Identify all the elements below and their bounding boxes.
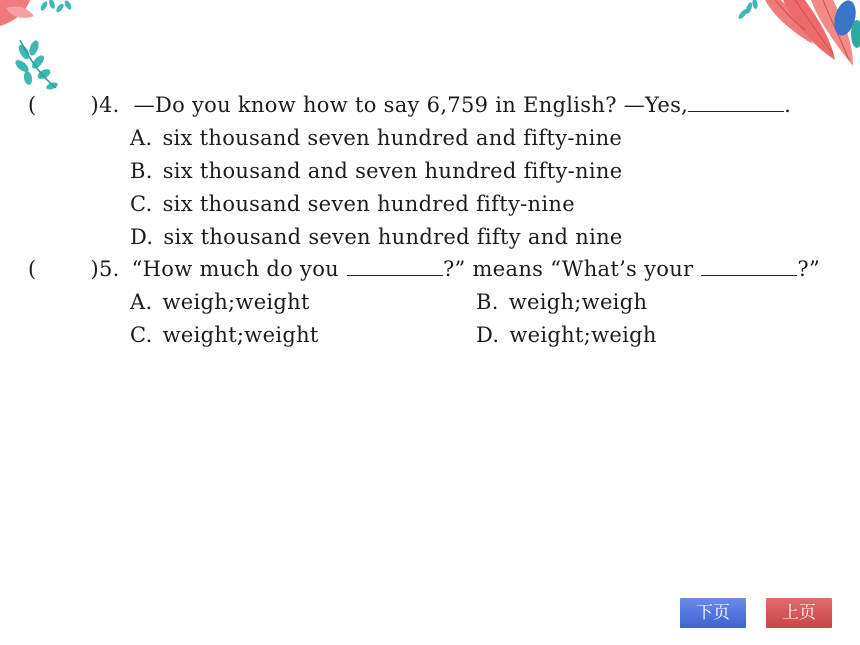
question-text-part1: “How much do you xyxy=(131,257,339,281)
option-letter: D. xyxy=(476,323,500,347)
option-text: six thousand seven hundred fifty-nine xyxy=(162,192,575,216)
option-letter: C. xyxy=(130,323,153,347)
option-text: weight;weight xyxy=(162,323,319,347)
option-b[interactable] xyxy=(130,156,622,186)
question-text-part2: . xyxy=(784,93,792,117)
option-text: six thousand and seven hundred fifty-nine xyxy=(162,159,623,183)
option-text: six thousand seven hundred fifty and nine xyxy=(163,225,623,249)
question-4-stem xyxy=(28,90,791,120)
question-number: 5. xyxy=(99,257,120,281)
question-text-part2: ?” means “What’s your xyxy=(442,257,694,281)
option-letter: A. xyxy=(130,126,153,150)
answer-paren-open: ( xyxy=(28,93,37,117)
question-5-stem xyxy=(28,254,820,284)
option-text: weigh;weigh xyxy=(508,290,648,314)
option-c[interactable] xyxy=(130,320,319,350)
previous-page-button[interactable]: 上页 xyxy=(766,598,832,628)
option-letter: D. xyxy=(130,225,154,249)
fill-in-blank-1[interactable] xyxy=(347,257,443,276)
option-b[interactable] xyxy=(476,287,647,317)
answer-paren-open: ( xyxy=(28,257,37,281)
option-letter: C. xyxy=(130,192,153,216)
option-text: weigh;weight xyxy=(162,290,310,314)
answer-paren-close: ) xyxy=(90,93,99,117)
fill-in-blank-2[interactable] xyxy=(701,257,797,276)
question-text-part1: —Do you know how to say 6,759 in English? —Yes, xyxy=(133,93,689,117)
option-c[interactable] xyxy=(130,189,575,219)
option-a[interactable] xyxy=(130,123,622,153)
floral-decoration-top-right xyxy=(735,0,860,70)
next-page-button[interactable]: 下页 xyxy=(680,598,746,628)
option-letter: B. xyxy=(476,290,499,314)
option-text: weight;weigh xyxy=(509,323,657,347)
question-text-part3: ?” xyxy=(797,257,820,281)
option-text: six thousand seven hundred and fifty-nine xyxy=(162,126,623,150)
option-letter: A. xyxy=(130,290,153,314)
option-d[interactable] xyxy=(130,222,623,252)
option-letter: B. xyxy=(130,159,153,183)
answer-paren-close: ) xyxy=(90,257,99,281)
question-number: 4. xyxy=(99,93,120,117)
fill-in-blank[interactable] xyxy=(688,93,784,112)
option-d[interactable] xyxy=(476,320,657,350)
option-a[interactable] xyxy=(130,287,310,317)
floral-decoration-top-left xyxy=(0,0,80,92)
